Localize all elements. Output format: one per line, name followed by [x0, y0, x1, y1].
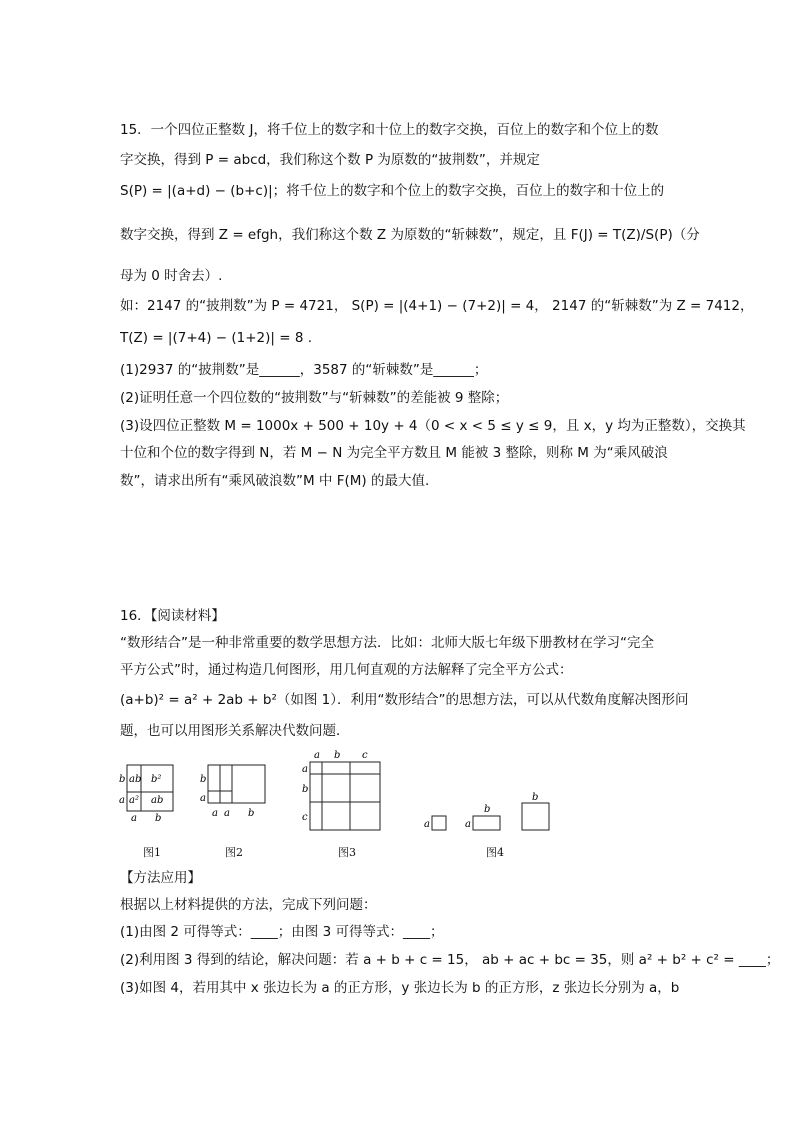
q16-line-2: “数形结合”是一种非常重要的数学思想方法．比如：北师大版七年级下册教材在学习“完全	[120, 635, 654, 651]
q16-line-3: 平方公式”时，通过构造几何图形，用几何直观的方法解释了完全平方公式：	[120, 662, 573, 678]
fig3-label-b-left: b	[302, 784, 309, 795]
fig1-cell-ab-top: ab	[129, 774, 142, 785]
q15-part-1: (1)2937 的“披荆数”是______，3587 的“斩棘数”是______；	[120, 362, 488, 378]
fig1-caption: 图1	[143, 846, 161, 859]
fig3-label-a-left: a	[302, 764, 308, 775]
q16-title: 16．【阅读材料】	[120, 608, 225, 624]
fig2-label-a-left: a	[200, 793, 206, 804]
q15-line-1: 15．一个四位正整数 J，将千位上的数字和十位上的数字交换，百位上的数字和个位上的数	[120, 122, 659, 138]
fig4-rect-label-a: a	[465, 819, 471, 830]
fig1-label-a-left: a	[119, 795, 125, 806]
fig3-label-a-top: a	[314, 750, 320, 761]
q16-part-3: (3)如图 4，若用其中 x 张边长为 a 的正方形，y 张边长为 b 的正方形，z 张边长分别为 a，b	[120, 980, 680, 996]
fig4-caption: 图4	[486, 846, 504, 859]
q15-line-6: 如：2147 的“披荆数”为 P = 4721， S(P) = |(4+1) − (7+2)| = 4， 2147 的“斩棘数”为 Z = 7412，	[120, 298, 754, 314]
fig4-big-square-label-b: b	[532, 792, 539, 803]
q15-part-3-cont: 十位和个位的数字得到 N，若 M − N 为完全平方数且 M 能被 3 整除，则称 M 为“乘风破浪	[120, 445, 668, 461]
figure-3	[298, 748, 384, 834]
fig2-label-b-bottom: b	[248, 808, 255, 819]
q15-line-2: 字交换，得到 P = abcd，我们称这个数 P 为原数的“披荆数”，并规定	[120, 152, 540, 168]
q15-line-7: T(Z) = |(7+4) − (1+2)| = 8 .	[120, 330, 313, 346]
figure-1	[115, 760, 177, 826]
fig2-label-b-left: b	[200, 774, 207, 785]
fig2-caption: 图2	[225, 846, 243, 859]
fig3-label-c-left: c	[302, 812, 308, 823]
fig1-label-b-bottom: b	[155, 813, 162, 824]
fig1-label-a-bottom: a	[131, 813, 137, 824]
q16-line-4: (a+b)² = a² + 2ab + b²（如图 1）．利用“数形结合”的思想方法，可以从代数角度解决图形问	[120, 692, 689, 708]
fig1-cell-b2: b²	[151, 774, 162, 785]
q16-line-6: 根据以上材料提供的方法，完成下列问题：	[120, 897, 377, 913]
fig3-label-b-top: b	[334, 750, 341, 761]
q15-line-3: S(P) = |(a+d) − (b+c)|；将千位上的数字和个位上的数字交换，百位上的数字和十位上的	[120, 183, 665, 199]
q15-line-5: 母为 0 时舍去）.	[120, 268, 223, 284]
method-title: 【方法应用】	[120, 870, 201, 886]
fig1-label-b-left: b	[119, 774, 126, 785]
fig4-rect-label-b: b	[484, 804, 491, 815]
fig1-cell-ab-bottom: ab	[151, 795, 164, 806]
q15-line-4: 数字交换，得到 Z = efgh，我们称这个数 Z 为原数的“斩棘数”，规定，且 F(J) = T(Z)/S(P)（分	[120, 227, 700, 243]
fig3-caption: 图3	[338, 846, 356, 859]
q15-part-2: (2)证明任意一个四位数的“披荆数”与“斩棘数”的差能被 9 整除；	[120, 390, 509, 406]
fig2-label-a-bottom-1: a	[212, 808, 218, 819]
fig4-small-square-label-a: a	[424, 819, 430, 830]
fig2-label-a-bottom-2: a	[224, 808, 230, 819]
q15-part-3-end: 数”，请求出所有“乘风破浪数”M 中 F(M) 的最大值.	[120, 473, 430, 489]
q16-line-5: 题，也可以用图形关系解决代数问题．	[120, 723, 350, 739]
figure-2	[198, 760, 270, 822]
fig3-label-c-top: c	[362, 750, 368, 761]
figure-4	[420, 790, 558, 836]
fig1-cell-a2: a²	[129, 795, 139, 806]
q15-part-3: (3)设四位正整数 M = 1000x + 500 + 10y + 4（0 < x < 5 ≤ y ≤ 9，且 x，y 均为正整数），交换其	[120, 418, 746, 434]
q16-part-2: (2)利用图 3 得到的结论，解决问题：若 a + b + c = 15， ab + ac + bc = 35，则 a² + b² + c² = ____；	[120, 952, 780, 968]
q16-part-1: (1)由图 2 可得等式：____；由图 3 可得等式：____；	[120, 924, 444, 940]
